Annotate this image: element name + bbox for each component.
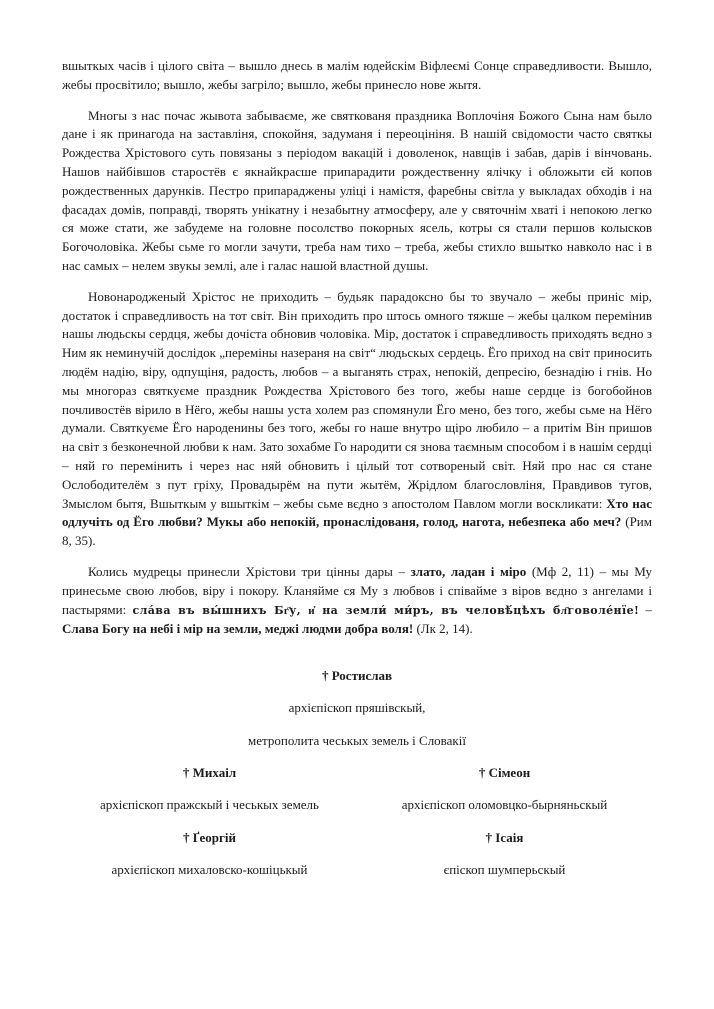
signatory-name-mykhail: † Михаіл [182, 765, 237, 780]
scripture-reference: (Рим 8, 35). [62, 514, 652, 549]
text-run: (Мф 2, 11) – мы Му принесьме свою любов, віру і покору. Кланяйме ся Му з любвов і співайме з віров вєдно з ангелами і пастырями: [62, 563, 652, 617]
paragraph [62, 107, 652, 276]
signature-cell [357, 764, 652, 829]
signatory-title: архієпіскоп пражскый і чеськых земель [100, 797, 319, 813]
signatory-title: архієпіскоп пряшівскый, [288, 700, 426, 716]
signature-row [62, 829, 652, 894]
signature-cell [357, 829, 652, 894]
text-run-bold: Хто нас одлучіть од Ёго любви? Мукы або непокій, пронаслідованя, голод, нагота, небезпека або меч? [62, 495, 652, 530]
text-run: – [639, 601, 653, 617]
signatory-name-isaia: † Ісаія [485, 829, 524, 845]
paragraph [62, 288, 652, 551]
signatory-title: архієпіскоп оломовцко-бырняньскый [401, 797, 608, 813]
text-run: Многы з нас почас жывота забываєме, же святкованя праздника Воплочіня Божого Сына нам было дане і як принагода на заставліня, спокойня, задуманя і переоцініня. В нашій свідомости часто святкы Рождества Хрістового суть повязаны з періодом вакацій і доволенок, навщів і забав, дарів і вінчовань. Нашов найбівшов старостёв є якнайкрасше припарадити рождественну ялічку і обложыти єй копов рождественных дарунків. Пестро припараджены уліці і намістя, фаребны світла у выкладах обходів і на фасадах домів, поправді, творять унікатну і незабытну атмосферу, але у святочнім хваті і непокою легко ся може стати, же забудеме на головне посолство покорных ясель, котры ся стали першов колысков Богочоловіка. Жебы сьме го могли зачути, треба нам тихо – треба, жебы стихло вшытко навколо нас і в нас самых – нелем звукы землі, але і галас нашой властной душы. [62, 107, 652, 273]
signatory-name-rostislav: † Ростислав [321, 668, 393, 684]
signature-cell [62, 764, 357, 829]
signatory-name-simeon: † Сімеон [478, 765, 531, 780]
scripture-reference: (Лк 2, 14). [413, 621, 473, 637]
signature-row [62, 764, 652, 829]
church-slavonic-quote: сла́ва въ вы́шнихъ Бг҃у, и҆ на земли́ ми́ръ, въ человѣ́цѣхъ бл҃говоле́нїе! [132, 603, 640, 617]
paragraph [62, 563, 652, 639]
signature-cell [62, 829, 357, 894]
signatory-name-georgij: † Ґеоргій [182, 829, 236, 845]
signatory-title: метрополита чеськых земель і Словакії [248, 732, 466, 748]
text-run-bold: злато, ладан і міро [410, 563, 527, 579]
paragraph [62, 57, 652, 95]
text-run: Новонародженый Хрістос не приходить – будьяк парадоксно бы то звучало – жебы приніс мір, достаток і справедливость на тот світ. Він приходить про штось омного тяжше – жебы цалком перемінив нашы людьскы сердця, жебы дочіста обновив чоловіка. Мір, достаток і справедливость приходять вєдно з Ним як неминучій дослідок „переміны назераня на світ“ людьскых сердець. Ёго приход на світ приносить людём надію, віру, одпущіня, радость, любов – а выганять страх, непокій, депресію, безнадію і гнів. Но мы многораз святкуєме праздник Рождества Хрістового без того, жебы наше сердце із богобойнов почливостёв вірило в Нёго, жебы нашы уста холем раз спомянули Ёго мено, без того, жебы сьме на Нёго думали. Святкуєме Ёго народенины без того, жебы го наше внутро щіро любило – а притім Він пришов на світ з безконечной любви к нам. Зато зохабме Го народити ся знова таємным способом і в нашім сердці – няй го перемінить і через нас няй обновить і цілый тот сотвореный світ. Няй про нас ся стане Ослободителём з пут гріху, Провадырём на пути жытём, Жрідлом благословліня, Правдивов тугов, Змыслом бытя, Вшыткым у вшыткім – жебы сьме вєдно з апостолом Павлом могли воскликати: [62, 288, 652, 511]
text-run: Колись мудрецы принесли Хрістови три цінны дары – [88, 563, 411, 579]
text-run: вшыткых часів і цілого світа – вышло днесь в малім юдейскім Віфлеємі Сонце справедливости. Вышло, жебы просвітило; вышло, жебы загріло; вышло, жебы принесло нове жытя. [62, 58, 652, 92]
document-body [62, 57, 652, 639]
signatory-title: єпіскоп шумперьскый [443, 861, 566, 877]
signature-block [62, 667, 652, 893]
text-run-bold: Слава Богу на небі і мір на земли, меджі людми добра воля! [62, 621, 414, 637]
signatory-title: архієпіскоп михаловско-кошіцькый [111, 861, 308, 877]
